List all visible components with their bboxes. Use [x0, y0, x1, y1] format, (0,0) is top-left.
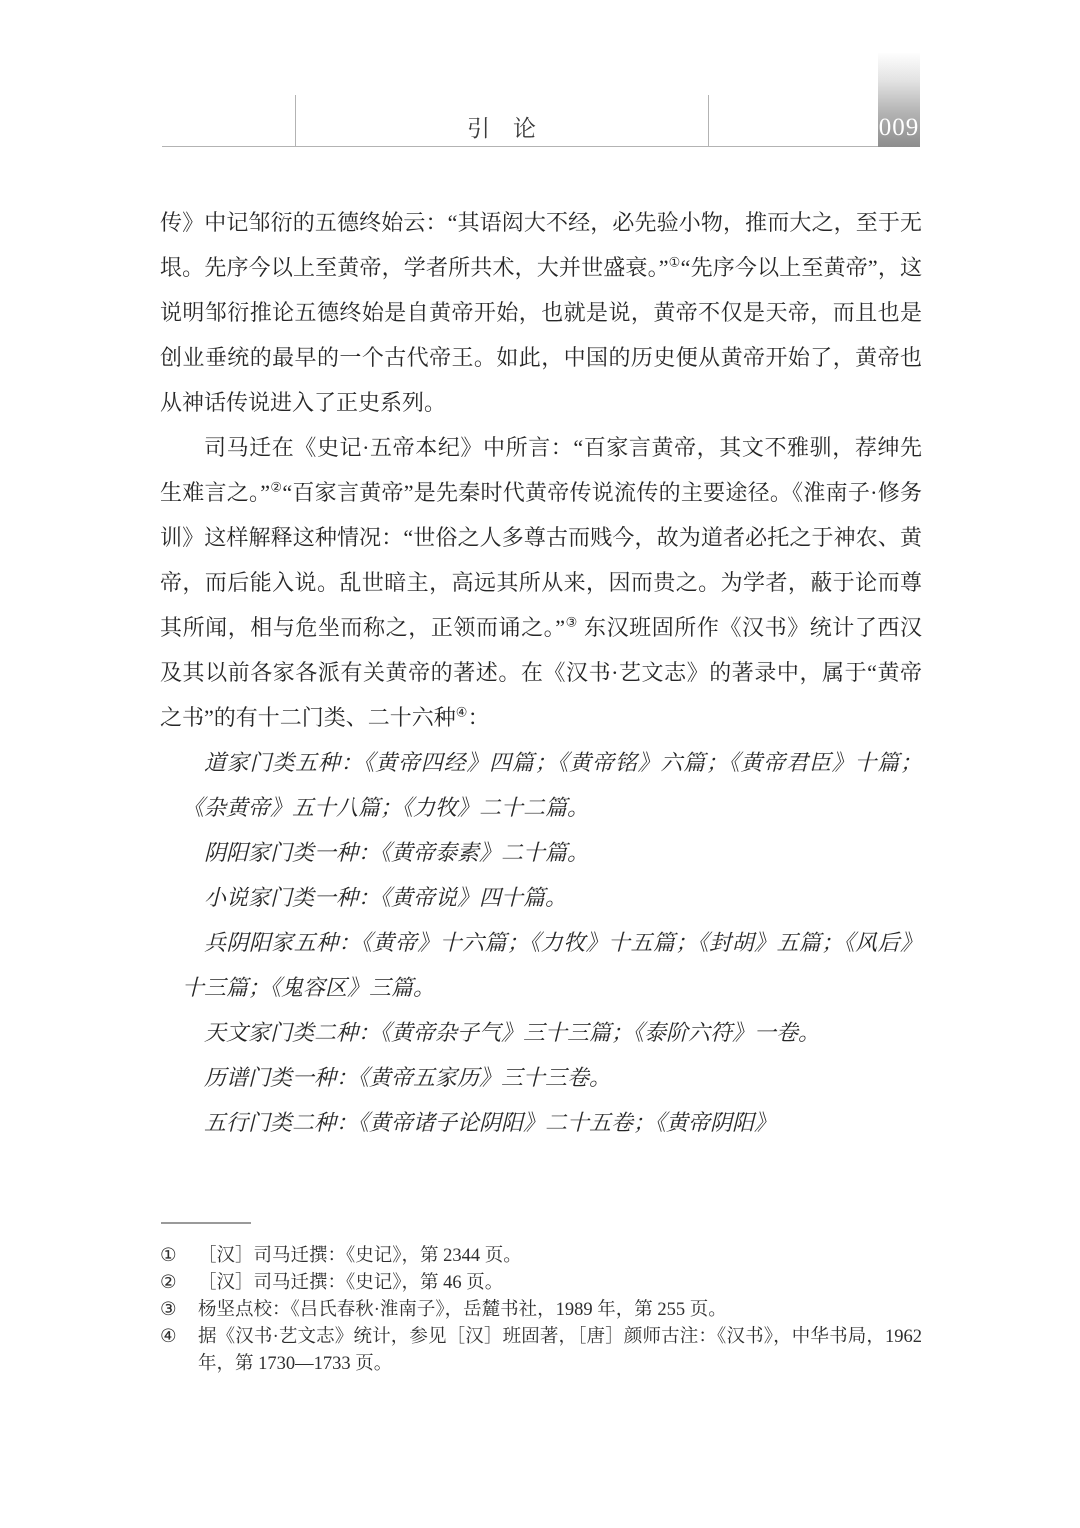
text-run: 阴阳家门类一种：《黄帝泰素》二十篇。: [204, 840, 590, 865]
paragraph: [160, 1010, 922, 1055]
footnote-ref: ④: [455, 704, 468, 720]
paragraph: [160, 1100, 922, 1145]
page-number: 009: [878, 114, 920, 141]
paragraph: [160, 920, 922, 1010]
footnote-marker: ③: [160, 1300, 177, 1320]
text-run: “百家言黄帝”是先秦时代黄帝传说流传的主要途径。《淮南子·修务训》这样解释这种情况：“世俗之人多尊古而贱今，故为道者必托之于神农、黄帝，而后能入说。乱世暗主，高远其所从来，因而贵之。为学者，蔽于论而尊其所闻，相与危坐而称之，正领而诵之。”: [160, 480, 923, 640]
paragraph: [160, 875, 922, 920]
footnote-ref: ①: [668, 254, 681, 270]
footnote-text: 杨坚点校：《吕氏春秋·淮南子》，岳麓书社，1989 年，第 255 页。: [198, 1300, 727, 1320]
page-number-bar: [878, 53, 920, 147]
footnote: [160, 1324, 922, 1378]
text-run: 东汉班固所作《汉书》统计了西汉及其以前各家各派有关黄帝的著述。在《汉书·艺文志》的著录中，属于“黄帝之书”的有十二门类、二十六种: [160, 615, 922, 730]
body-text: [160, 200, 922, 1145]
text-run: 五行门类二种：《黄帝诸子论阴阳》二十五卷；《黄帝阴阳》: [204, 1110, 777, 1135]
footnotes: [160, 1243, 922, 1378]
paragraph: [160, 425, 922, 740]
footnote-marker: ④: [160, 1327, 177, 1347]
paragraph: [160, 830, 922, 875]
footnote-text: 据《汉书·艺文志》统计，参见［汉］班固著，［唐］颜师古注：《汉书》，中华书局，1962 年，第 1730—1733 页。: [198, 1327, 922, 1374]
text-run: ：: [467, 705, 490, 730]
footnote-ref: ②: [270, 479, 283, 495]
footnote-text: ［汉］司马迁撰：《史记》，第 2344 页。: [198, 1246, 522, 1266]
text-run: 道家门类五种：《黄帝四经》四篇；《黄帝铭》六篇；《黄帝君臣》十篇；《杂黄帝》五十八篇；《力牧》二十二篇。: [182, 750, 922, 820]
footnote-ref: ③: [565, 614, 578, 630]
text-run: 历谱门类一种：《黄帝五家历》三十三卷。: [204, 1065, 612, 1090]
text-run: 传》中记邹衍的五德终始云：“其语闳大不经，必先验小物，推而大之，至于无垠。先序今以上至黄帝，学者所共术，大并世盛衰。”: [160, 210, 922, 280]
text-run: 小说家门类一种：《黄帝说》四十篇。: [204, 885, 568, 910]
footnote-divider: [161, 1222, 251, 1224]
footnote-marker: ②: [160, 1273, 177, 1293]
header-rule: [162, 146, 878, 147]
text-run: 司马迁在《史记·五帝本纪》中所言：“百家言黄帝，其文不雅驯，荐绅先生难言之。”: [160, 435, 922, 505]
header-tick-right: [708, 95, 709, 147]
paragraph: [160, 200, 922, 425]
text-run: “先序今以上至黄帝”，这说明邹衍推论五德终始是自黄帝开始，也就是说，黄帝不仅是天帝，而且也是创业垂统的最早的一个古代帝王。如此，中国的历史便从黄帝开始了，黄帝也从神话传说进入了正史系列。: [160, 255, 922, 415]
footnote-text: ［汉］司马迁撰：《史记》，第 46 页。: [198, 1273, 504, 1293]
footnote: [160, 1297, 922, 1324]
running-head: 引 论: [467, 116, 536, 141]
text-run: 兵阴阳家五种：《黄帝》十六篇；《力牧》十五篇；《封胡》五篇；《风后》十三篇；《鬼容区》三篇。: [182, 930, 922, 1000]
footnote: [160, 1243, 922, 1270]
text-run: 天文家门类二种：《黄帝杂子气》三十三篇；《泰阶六符》一卷。: [204, 1020, 821, 1045]
footnote: [160, 1270, 922, 1297]
footnote-marker: ①: [160, 1246, 177, 1266]
paragraph: [160, 740, 922, 830]
paragraph: [160, 1055, 922, 1100]
